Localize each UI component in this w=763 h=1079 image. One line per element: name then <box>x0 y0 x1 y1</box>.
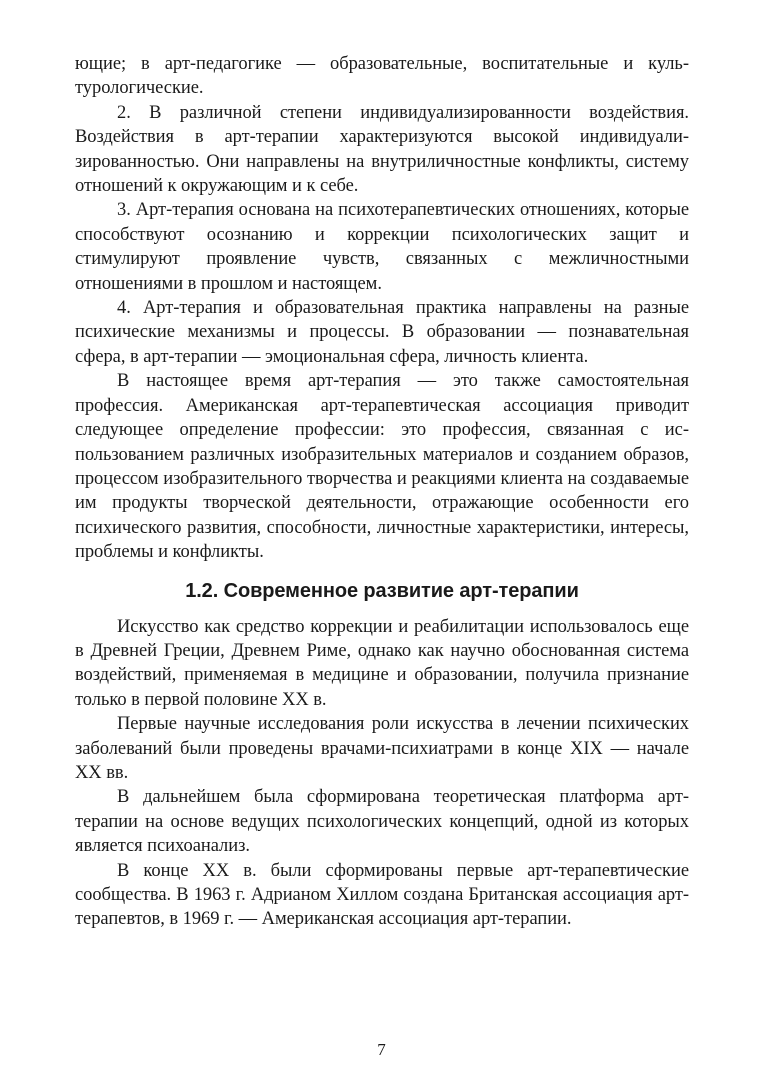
page-body <box>75 52 689 932</box>
paragraph-history: Искусство как средство коррекции и реабилитации использовалось еще в Древней Греции, Древнем Риме, однако как научно обоснованная система воздействий, применяемая в медицине и образовании, получила признание только в первой половине XX в. <box>75 616 689 710</box>
paragraph-item-4: 4. Арт-терапия и образовательная практика направлены на разные психические механизмы и процессы. В образовании — познавательная сфера, в арт-терапии — эмоциональная сфера, личность клиента. <box>75 298 689 367</box>
paragraph-first-research: Первые научные исследования роли искусства в лечении психических заболеваний были проведены врачами-психиатрами в конце XIX — начале XX вв. <box>75 714 689 783</box>
paragraph-theory: В дальнейшем была сформирована теоретическая платформа арт-терапии на основе ведущих психологических концепций, одной из которых является психоанализ. <box>75 787 689 857</box>
section-heading: 1.2. Современное развитие арт-терапии <box>185 579 579 602</box>
page-number: 7 <box>377 1040 386 1059</box>
paragraph-profession: В настоящее время арт-терапия — это также самостоятельная профессия. Американская арт-терапевтическая ассоциация приводит следующее определение профессии: это профессия, связанная с использованием различных изобразительных материалов и созданием образов, процессом изобразительного творчества и реакциями клиента на создаваемые им продукты творческой деятельности, отражающие особенности его психического развития, способности, личностные характеристики, интересы, проблемы и конфликты. <box>75 371 689 563</box>
paragraph-continuation: ющие; в арт-педагогике — образовательные, воспитательные и культурологические. <box>75 54 689 99</box>
paragraph-item-3: 3. Арт-терапия основана на психотерапевтических отношениях, которые способствуют осознанию и коррекции психологических защит и стимулируют проявление чувств, связанных с межличностными отношениями в прошлом и настоящем. <box>75 200 689 294</box>
paragraph-item-2: 2. В различной степени индивидуализированности воздействия. Воздействия в арт-терапии характеризуются высокой индивидуализированностью. Они направлены на внутриличностные конфликты, систему отношений к окружающим и к себе. <box>75 102 689 197</box>
paragraph-communities: В конце XX в. были сформированы первые арт-терапевтические сообщества. В 1963 г. Адрианом Хиллом создана Британская ассоциация арт-терапевтов, в 1969 г. — Американская ассоциация арт-терапии. <box>75 860 689 930</box>
